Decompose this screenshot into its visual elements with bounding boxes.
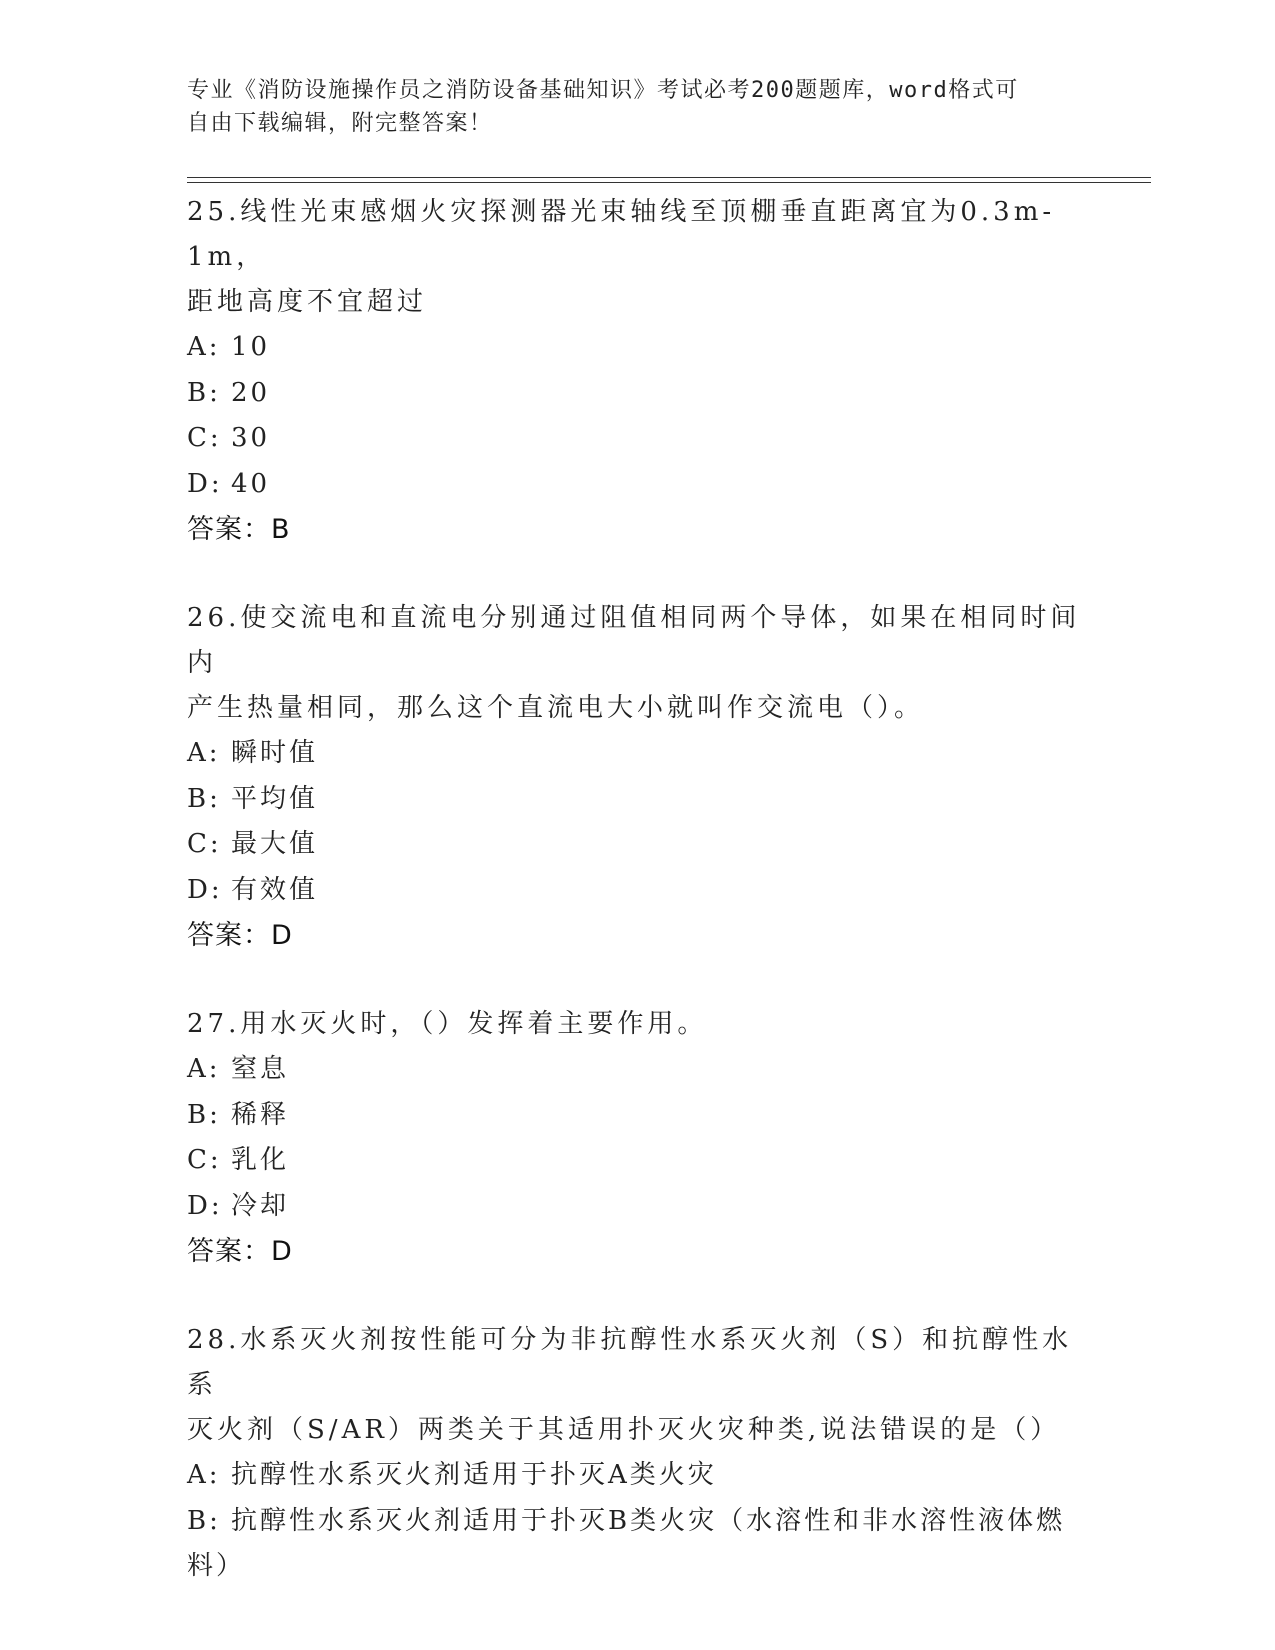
question-27 bbox=[187, 1002, 1087, 1274]
question-stem-line: 25.线性光束感烟火灾探测器光束轴线至顶棚垂直距离宜为0.3m-1m， bbox=[187, 197, 1056, 272]
question-26 bbox=[187, 596, 1087, 958]
option-d bbox=[187, 868, 1087, 914]
option-key: C: bbox=[187, 423, 222, 453]
option-text: 20 bbox=[231, 377, 271, 408]
option-b bbox=[187, 371, 1087, 417]
header-divider-bottom bbox=[187, 182, 1151, 183]
option-b-continuation bbox=[187, 1544, 1087, 1590]
option-key: B: bbox=[187, 377, 221, 408]
question-stem-line: 28.水系灭火剂按性能可分为非抗醇性水系灭火剂（S）和抗醇性水系 bbox=[187, 1325, 1073, 1400]
option-text: 料） bbox=[187, 1551, 246, 1581]
option-text: 40 bbox=[231, 468, 271, 499]
answer: 答案：B bbox=[187, 514, 291, 545]
option-text: 乳化 bbox=[231, 1145, 290, 1175]
question-stem-line: 27.用水灭火时，（）发挥着主要作用。 bbox=[187, 1009, 708, 1039]
question-25 bbox=[187, 190, 1087, 552]
option-key: C: bbox=[187, 829, 222, 859]
option-c bbox=[187, 416, 1087, 462]
option-key: D: bbox=[187, 1190, 223, 1221]
option-key: B: bbox=[187, 1505, 221, 1536]
option-key: A: bbox=[187, 332, 221, 362]
answer: 答案：D bbox=[187, 920, 293, 951]
question-stem-line: 26.使交流电和直流电分别通过阻值相同两个导体，如果在相同时间内 bbox=[187, 603, 1081, 678]
option-text: 稀释 bbox=[231, 1099, 290, 1130]
option-key: C: bbox=[187, 1145, 222, 1175]
option-text: 抗醇性水系灭火剂适用于扑灭B类火灾（水溶性和非水溶性液体燃 bbox=[231, 1505, 1066, 1536]
option-key: A: bbox=[187, 1054, 221, 1084]
question-stem-line: 产生热量相同，那么这个直流电大小就叫作交流电（）。 bbox=[187, 693, 925, 723]
option-b bbox=[187, 1093, 1087, 1139]
document-header bbox=[187, 74, 1067, 140]
option-text: 最大值 bbox=[231, 829, 319, 859]
option-a bbox=[187, 325, 1087, 371]
question-stem-line: 距地高度不宜超过 bbox=[187, 287, 428, 317]
option-key: D: bbox=[187, 468, 223, 499]
option-c bbox=[187, 1138, 1087, 1184]
option-a bbox=[187, 1047, 1087, 1093]
question-28 bbox=[187, 1318, 1087, 1590]
option-key: D: bbox=[187, 874, 223, 905]
option-d bbox=[187, 462, 1087, 508]
option-b bbox=[187, 1499, 1087, 1545]
option-text: 瞬时值 bbox=[231, 738, 319, 768]
answer: 答案：D bbox=[187, 1236, 293, 1267]
option-a bbox=[187, 731, 1087, 777]
option-text: 有效值 bbox=[231, 874, 319, 905]
option-key: B: bbox=[187, 1099, 221, 1130]
question-stem-line: 灭火剂（S/AR）两类关于其适用扑灭火灾种类,说法错误的是（） bbox=[187, 1415, 1061, 1445]
option-text: 30 bbox=[231, 423, 271, 453]
option-d bbox=[187, 1184, 1087, 1230]
option-text: 抗醇性水系灭火剂适用于扑灭A类火灾 bbox=[231, 1460, 717, 1490]
option-key: A: bbox=[187, 1460, 221, 1490]
option-a bbox=[187, 1453, 1087, 1499]
header-divider-top bbox=[187, 177, 1151, 178]
option-text: 10 bbox=[231, 332, 271, 362]
option-key: A: bbox=[187, 738, 221, 768]
option-c bbox=[187, 822, 1087, 868]
header-line-1: 专业《消防设施操作员之消防设备基础知识》考试必考200题题库，word格式可 bbox=[187, 78, 1019, 103]
option-text: 窒息 bbox=[231, 1054, 290, 1084]
question-spacer bbox=[187, 958, 1087, 1002]
question-list bbox=[187, 190, 1087, 1590]
question-spacer bbox=[187, 552, 1087, 596]
option-key: B: bbox=[187, 783, 221, 814]
option-b bbox=[187, 777, 1087, 823]
header-line-2: 自由下载编辑，附完整答案！ bbox=[187, 111, 493, 136]
question-spacer bbox=[187, 1274, 1087, 1318]
option-text: 冷却 bbox=[231, 1190, 290, 1221]
option-text: 平均值 bbox=[231, 783, 319, 814]
